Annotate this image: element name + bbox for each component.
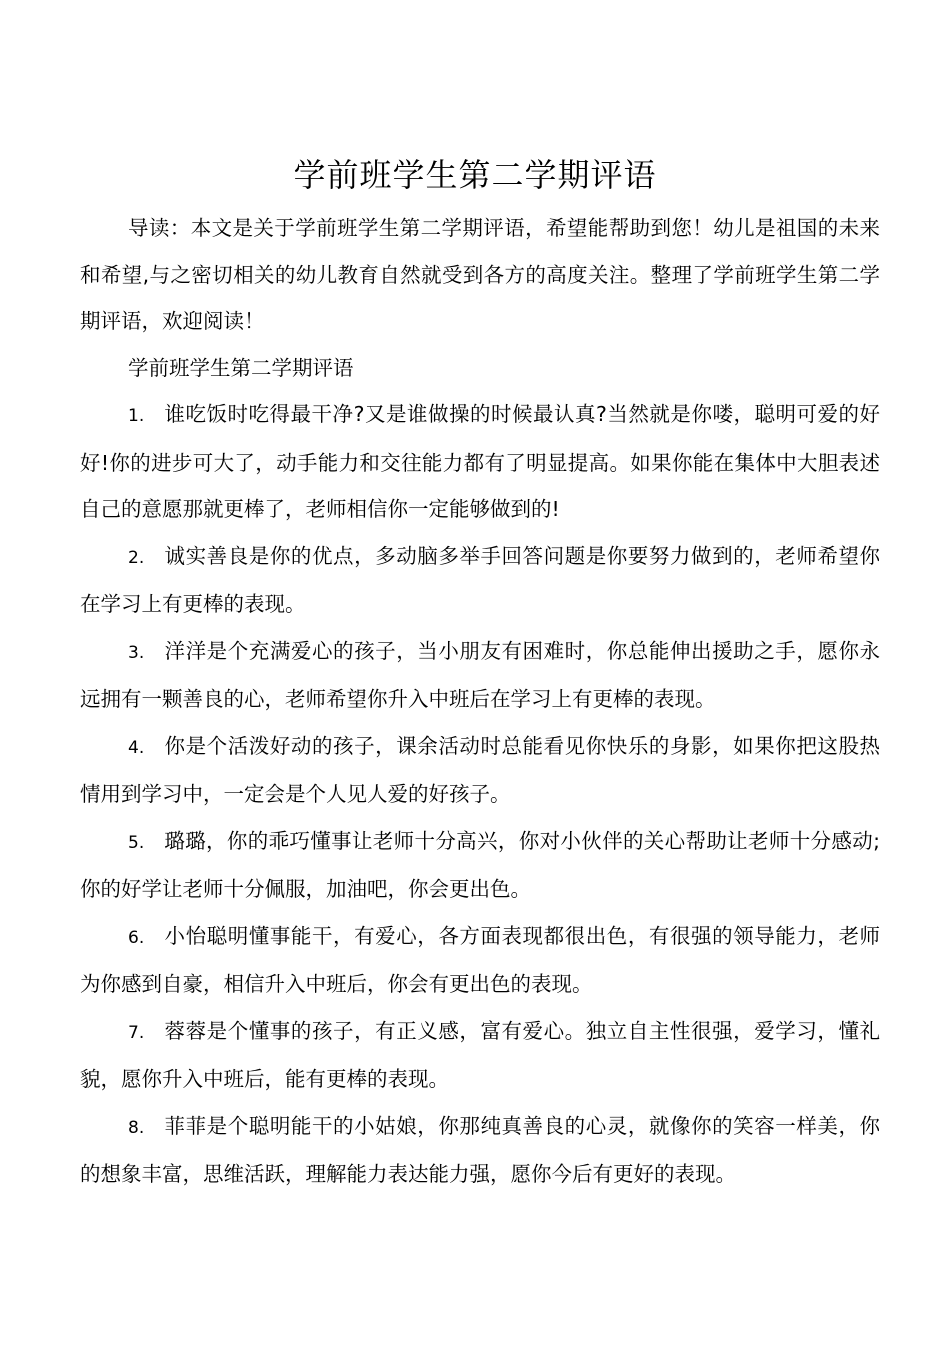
item-number: 1. bbox=[128, 406, 145, 426]
item-text: 洋洋是个充满爱心的孩子，当小朋友有困难时，你总能伸出援助之手，愿你永远拥有一颗善良的心，老师希望你升入中班后在学习上有更棒的表现。 bbox=[80, 638, 880, 711]
item-text: 诚实善良是你的优点，多动脑多举手回答问题是你要努力做到的，老师希望你在学习上有更棒的表现。 bbox=[80, 543, 880, 616]
list-item bbox=[80, 913, 880, 1008]
item-number: 2. bbox=[128, 547, 145, 568]
item-text: 谁吃饭时吃得最干净?又是谁做操的时候最认真?当然就是你喽，聪明可爱的好好!你的进步可大了，动手能力和交往能力都有了明显提高。如果你能在集体中大胆表述自己的意愿那就更棒了，老师相信你一定能够做到的! bbox=[80, 402, 880, 521]
item-text: 蓉蓉是个懂事的孩子，有正义感，富有爱心。独立自主性很强，爱学习，懂礼貌，愿你升入中班后，能有更棒的表现。 bbox=[80, 1018, 880, 1091]
list-item bbox=[80, 723, 880, 818]
item-text: 璐璐，你的乖巧懂事让老师十分高兴，你对小伙伴的关心帮助让老师十分感动;你的好学让老师十分佩服，加油吧，你会更出色。 bbox=[80, 828, 880, 901]
intro-rest: 幼儿是祖国的未来和希望,与之密切相关的幼儿教育自然就受到各方的高度关注。整理了学前班学生第二学期评语，欢迎阅读！ bbox=[80, 216, 881, 333]
list-item bbox=[80, 391, 880, 533]
item-number: 3. bbox=[128, 642, 145, 663]
list-item bbox=[80, 1008, 880, 1103]
item-text: 菲菲是个聪明能干的小姑娘，你那纯真善良的心灵，就像你的笑容一样美，你的想象丰富，思维活跃，理解能力表达能力强，愿你今后有更好的表现。 bbox=[80, 1113, 880, 1186]
item-number: 6. bbox=[128, 927, 145, 948]
item-text: 小怡聪明懂事能干，有爱心，各方面表现都很出色，有很强的领导能力，老师为你感到自豪，相信升入中班后，你会有更出色的表现。 bbox=[80, 923, 880, 996]
document-body bbox=[80, 205, 880, 1198]
item-number: 8. bbox=[128, 1117, 145, 1138]
list-item bbox=[80, 1103, 880, 1198]
subheading: 学前班学生第二学期评语 bbox=[128, 355, 354, 380]
list-item bbox=[80, 628, 880, 723]
item-number: 5. bbox=[128, 832, 145, 853]
item-number: 4. bbox=[128, 737, 145, 758]
item-number: 7. bbox=[128, 1022, 145, 1043]
list-item bbox=[80, 818, 880, 913]
intro-lead: 导读：本文是关于学前班学生第二学期评语，希望能帮助到您！ bbox=[128, 216, 714, 240]
list-item bbox=[80, 533, 880, 628]
document-title: 学前班学生第二学期评语 bbox=[293, 156, 657, 195]
item-text: 你是个活泼好动的孩子，课余活动时总能看见你快乐的身影，如果你把这股热情用到学习中，一定会是个人见人爱的好孩子。 bbox=[80, 733, 880, 806]
intro-paragraph bbox=[80, 205, 880, 345]
